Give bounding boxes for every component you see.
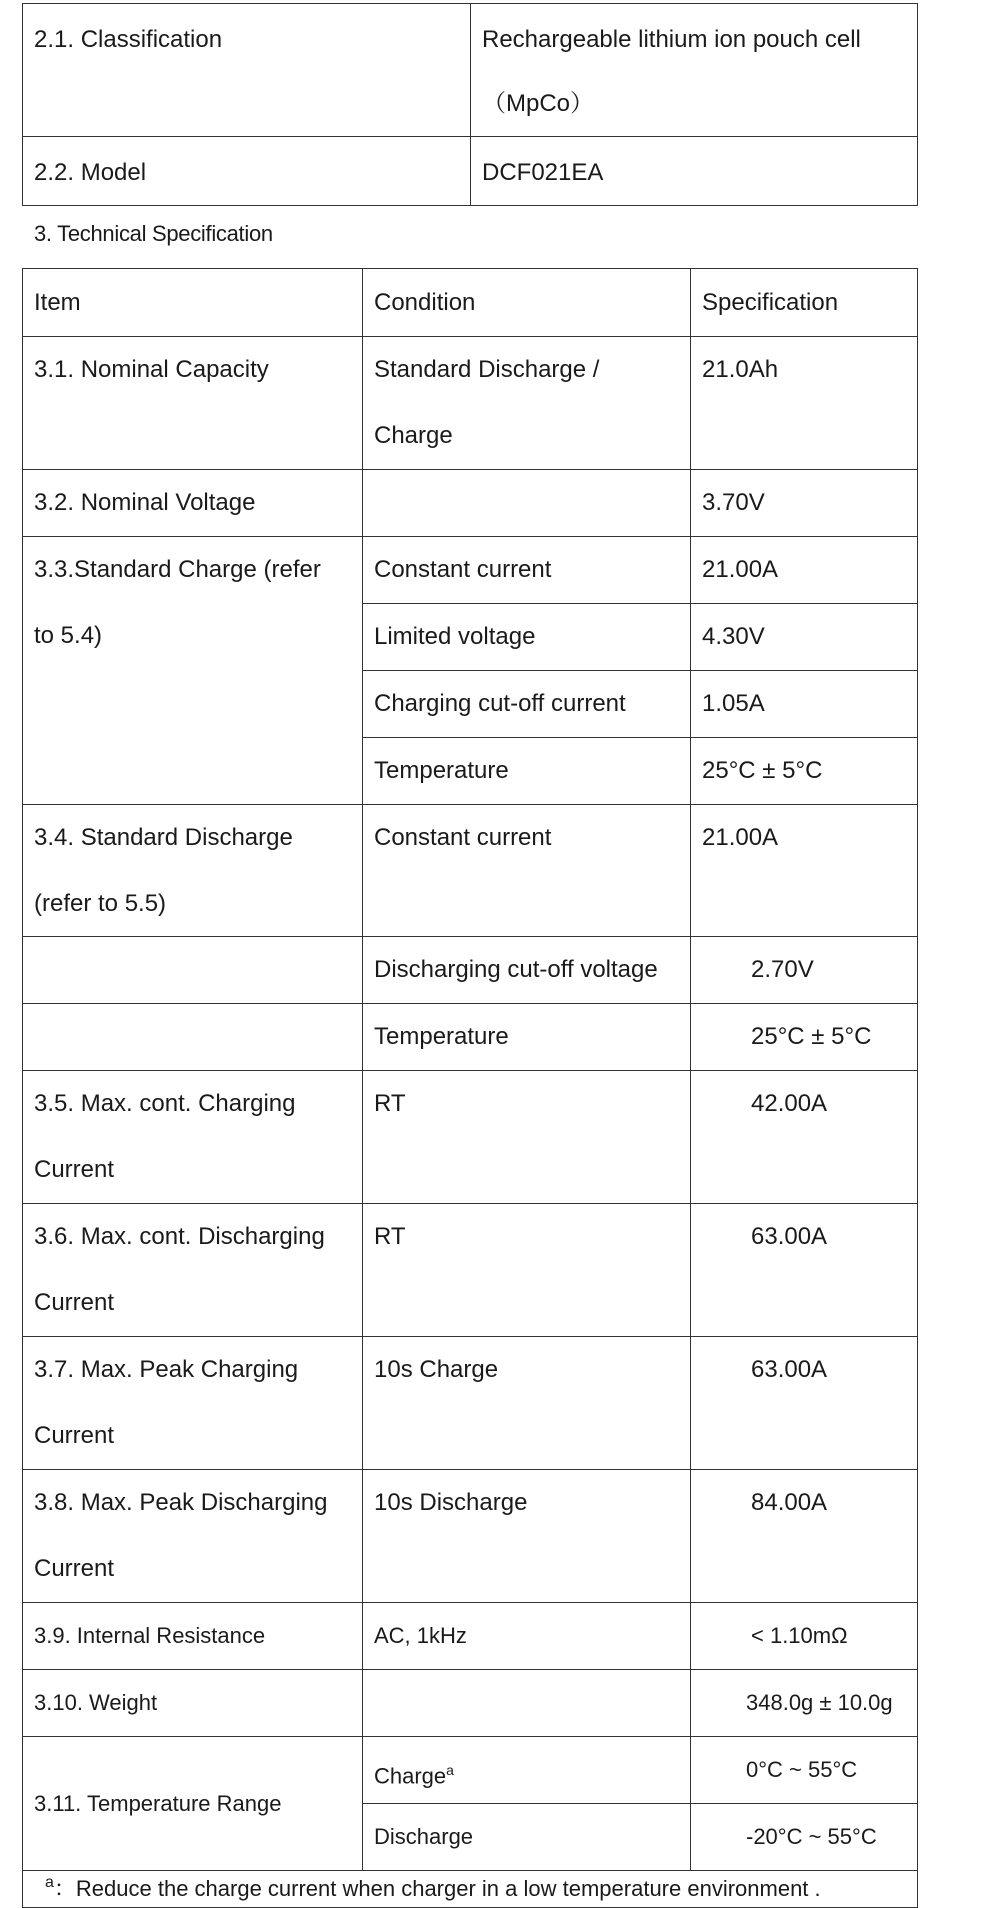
table-cell xyxy=(691,1004,918,1071)
table-cell xyxy=(363,1337,691,1470)
spec-value: 63.00A xyxy=(751,1223,828,1250)
table-cell xyxy=(691,671,918,738)
item-label: 3.2. Nominal Voltage xyxy=(34,489,256,516)
table-header-row xyxy=(23,269,918,337)
header-item: Item xyxy=(23,269,363,337)
condition-text: AC, 1kHz xyxy=(374,1623,467,1648)
spec-value: 84.00A xyxy=(751,1489,828,1516)
table-cell xyxy=(691,1470,918,1603)
condition-text: RT xyxy=(374,1223,406,1250)
row-value: DCF021EA xyxy=(482,159,604,186)
table-cell xyxy=(23,470,363,537)
table-cell xyxy=(691,738,918,805)
table-cell xyxy=(691,1804,918,1871)
condition-text: Constant current xyxy=(374,556,552,583)
condition-text: 10s Discharge xyxy=(374,1489,528,1516)
item-label: 3.9. Internal Resistance xyxy=(34,1623,266,1648)
table-cell xyxy=(691,937,918,1004)
spec-value: 4.30V xyxy=(702,623,765,650)
table-row xyxy=(23,1004,918,1071)
row-label: 2.2. Model xyxy=(34,159,147,186)
table-cell xyxy=(691,805,918,938)
table-cell xyxy=(363,1470,691,1603)
table-row xyxy=(23,470,918,537)
table-row xyxy=(23,937,918,1004)
condition-text: Discharge xyxy=(374,1824,474,1849)
item-label: Current xyxy=(34,1422,115,1449)
table-cell xyxy=(471,137,918,206)
table-cell xyxy=(363,1204,691,1337)
table-cell xyxy=(363,1670,691,1737)
table-cell xyxy=(691,1204,918,1337)
condition-text: Standard Discharge / xyxy=(374,356,600,383)
item-label: 3.10. Weight xyxy=(34,1690,158,1715)
condition-text: Charging cut-off current xyxy=(374,690,626,717)
table-cell xyxy=(691,470,918,537)
spec-value: 21.00A xyxy=(702,824,779,851)
classification-table xyxy=(22,3,918,206)
table-cell xyxy=(23,137,471,206)
table-cell xyxy=(363,1603,691,1670)
condition-text: Limited voltage xyxy=(374,623,536,650)
table-row xyxy=(23,337,918,470)
spec-value: 1.05A xyxy=(702,690,765,717)
spec-table xyxy=(22,268,918,937)
table-cell xyxy=(23,1603,363,1670)
footnote-row xyxy=(23,1871,918,1908)
table-row xyxy=(23,137,918,206)
header-condition: Condition xyxy=(363,269,691,337)
condition-text xyxy=(374,470,679,536)
condition-text xyxy=(374,1670,679,1736)
spec-value: 21.0Ah xyxy=(702,356,779,383)
table-cell xyxy=(363,604,691,671)
table-row xyxy=(23,1737,918,1804)
spec-table-continued xyxy=(22,936,918,1908)
table-cell xyxy=(23,805,363,938)
item-label: to 5.4) xyxy=(34,622,103,649)
item-label: 3.3.Standard Charge (refer xyxy=(34,556,321,583)
table-cell xyxy=(23,1071,363,1204)
item-label: Current xyxy=(34,1156,115,1183)
condition-text: 10s Charge xyxy=(374,1356,499,1383)
header-specification: Specification xyxy=(691,269,918,337)
table-cell xyxy=(691,1071,918,1204)
condition-text: Constant current xyxy=(374,824,552,851)
item-label: 3.7. Max. Peak Charging xyxy=(34,1356,299,1383)
table-cell xyxy=(691,1603,918,1670)
row-label: 2.1. Classification xyxy=(34,26,223,53)
table-cell xyxy=(363,671,691,738)
table-cell xyxy=(691,537,918,604)
table-row xyxy=(23,1071,918,1204)
spec-value: < 1.10mΩ xyxy=(751,1623,848,1648)
spec-value: 348.0g ± 10.0g xyxy=(746,1690,893,1715)
table-cell xyxy=(363,537,691,604)
table-cell xyxy=(23,337,363,470)
table-row xyxy=(23,1470,918,1603)
condition-text: Temperature xyxy=(374,1023,509,1050)
table-row xyxy=(23,1337,918,1470)
table-row xyxy=(23,805,918,938)
spec-value: 25°C ± 5°C xyxy=(702,757,823,784)
footnote-text: ：Reduce the charge current when charger in a low temperature environment . xyxy=(53,1876,821,1901)
table-cell xyxy=(363,805,691,938)
table-row xyxy=(23,1670,918,1737)
item-label: 3.11. Temperature Range xyxy=(34,1790,282,1816)
table-cell xyxy=(691,1737,918,1804)
table-cell xyxy=(363,337,691,470)
table-cell xyxy=(363,1804,691,1871)
item-label: 3.1. Nominal Capacity xyxy=(34,356,269,383)
table-cell xyxy=(23,1470,363,1603)
spec-value: 3.70V xyxy=(702,489,765,516)
item-label: (refer to 5.5) xyxy=(34,890,167,917)
table-cell xyxy=(691,1670,918,1737)
item-label: 3.8. Max. Peak Discharging xyxy=(34,1489,328,1516)
table-cell xyxy=(363,738,691,805)
footnote-marker: a xyxy=(45,1874,54,1891)
footnote-marker: a xyxy=(446,1762,454,1778)
item-label: Current xyxy=(34,1289,115,1316)
table-row xyxy=(23,1603,918,1670)
condition-text: RT xyxy=(374,1090,406,1117)
spec-value: 2.70V xyxy=(751,956,814,983)
spec-value: 0°C ~ 55°C xyxy=(746,1757,858,1782)
table-cell xyxy=(23,1004,363,1071)
table-cell xyxy=(23,1737,363,1871)
section-heading: 3. Technical Specification xyxy=(34,221,273,246)
table-row xyxy=(23,537,918,604)
table-row xyxy=(23,1204,918,1337)
row-value: （MpCo） xyxy=(482,90,595,117)
table-cell xyxy=(691,1337,918,1470)
row-value: Rechargeable lithium ion pouch cell xyxy=(482,26,861,53)
condition-text: Charge xyxy=(374,1763,447,1789)
table-row xyxy=(23,4,918,137)
condition-text: Temperature xyxy=(374,757,509,784)
table-cell xyxy=(471,4,918,137)
spec-value: -20°C ~ 55°C xyxy=(746,1824,877,1849)
spec-value: 63.00A xyxy=(751,1356,828,1383)
table-cell xyxy=(691,604,918,671)
table-cell xyxy=(23,1204,363,1337)
table-cell xyxy=(363,1004,691,1071)
item-label: 3.4. Standard Discharge xyxy=(34,824,293,851)
condition-text: Charge xyxy=(374,422,453,449)
condition-text: Discharging cut-off voltage xyxy=(374,956,658,983)
item-label: 3.5. Max. cont. Charging xyxy=(34,1090,296,1117)
item-label: 3.6. Max. cont. Discharging xyxy=(34,1223,325,1250)
table-cell xyxy=(23,1670,363,1737)
spec-value: 42.00A xyxy=(751,1090,828,1117)
table-cell xyxy=(363,1071,691,1204)
spec-value: 25°C ± 5°C xyxy=(751,1023,872,1050)
table-cell xyxy=(363,470,691,537)
table-cell xyxy=(23,537,363,805)
footnote xyxy=(23,1871,918,1908)
table-cell xyxy=(23,1337,363,1470)
table-cell xyxy=(363,937,691,1004)
table-cell xyxy=(23,937,363,1004)
table-cell xyxy=(363,1737,691,1804)
table-cell xyxy=(23,4,471,137)
spec-value: 21.00A xyxy=(702,556,779,583)
table-cell xyxy=(691,337,918,470)
item-label: Current xyxy=(34,1555,115,1582)
